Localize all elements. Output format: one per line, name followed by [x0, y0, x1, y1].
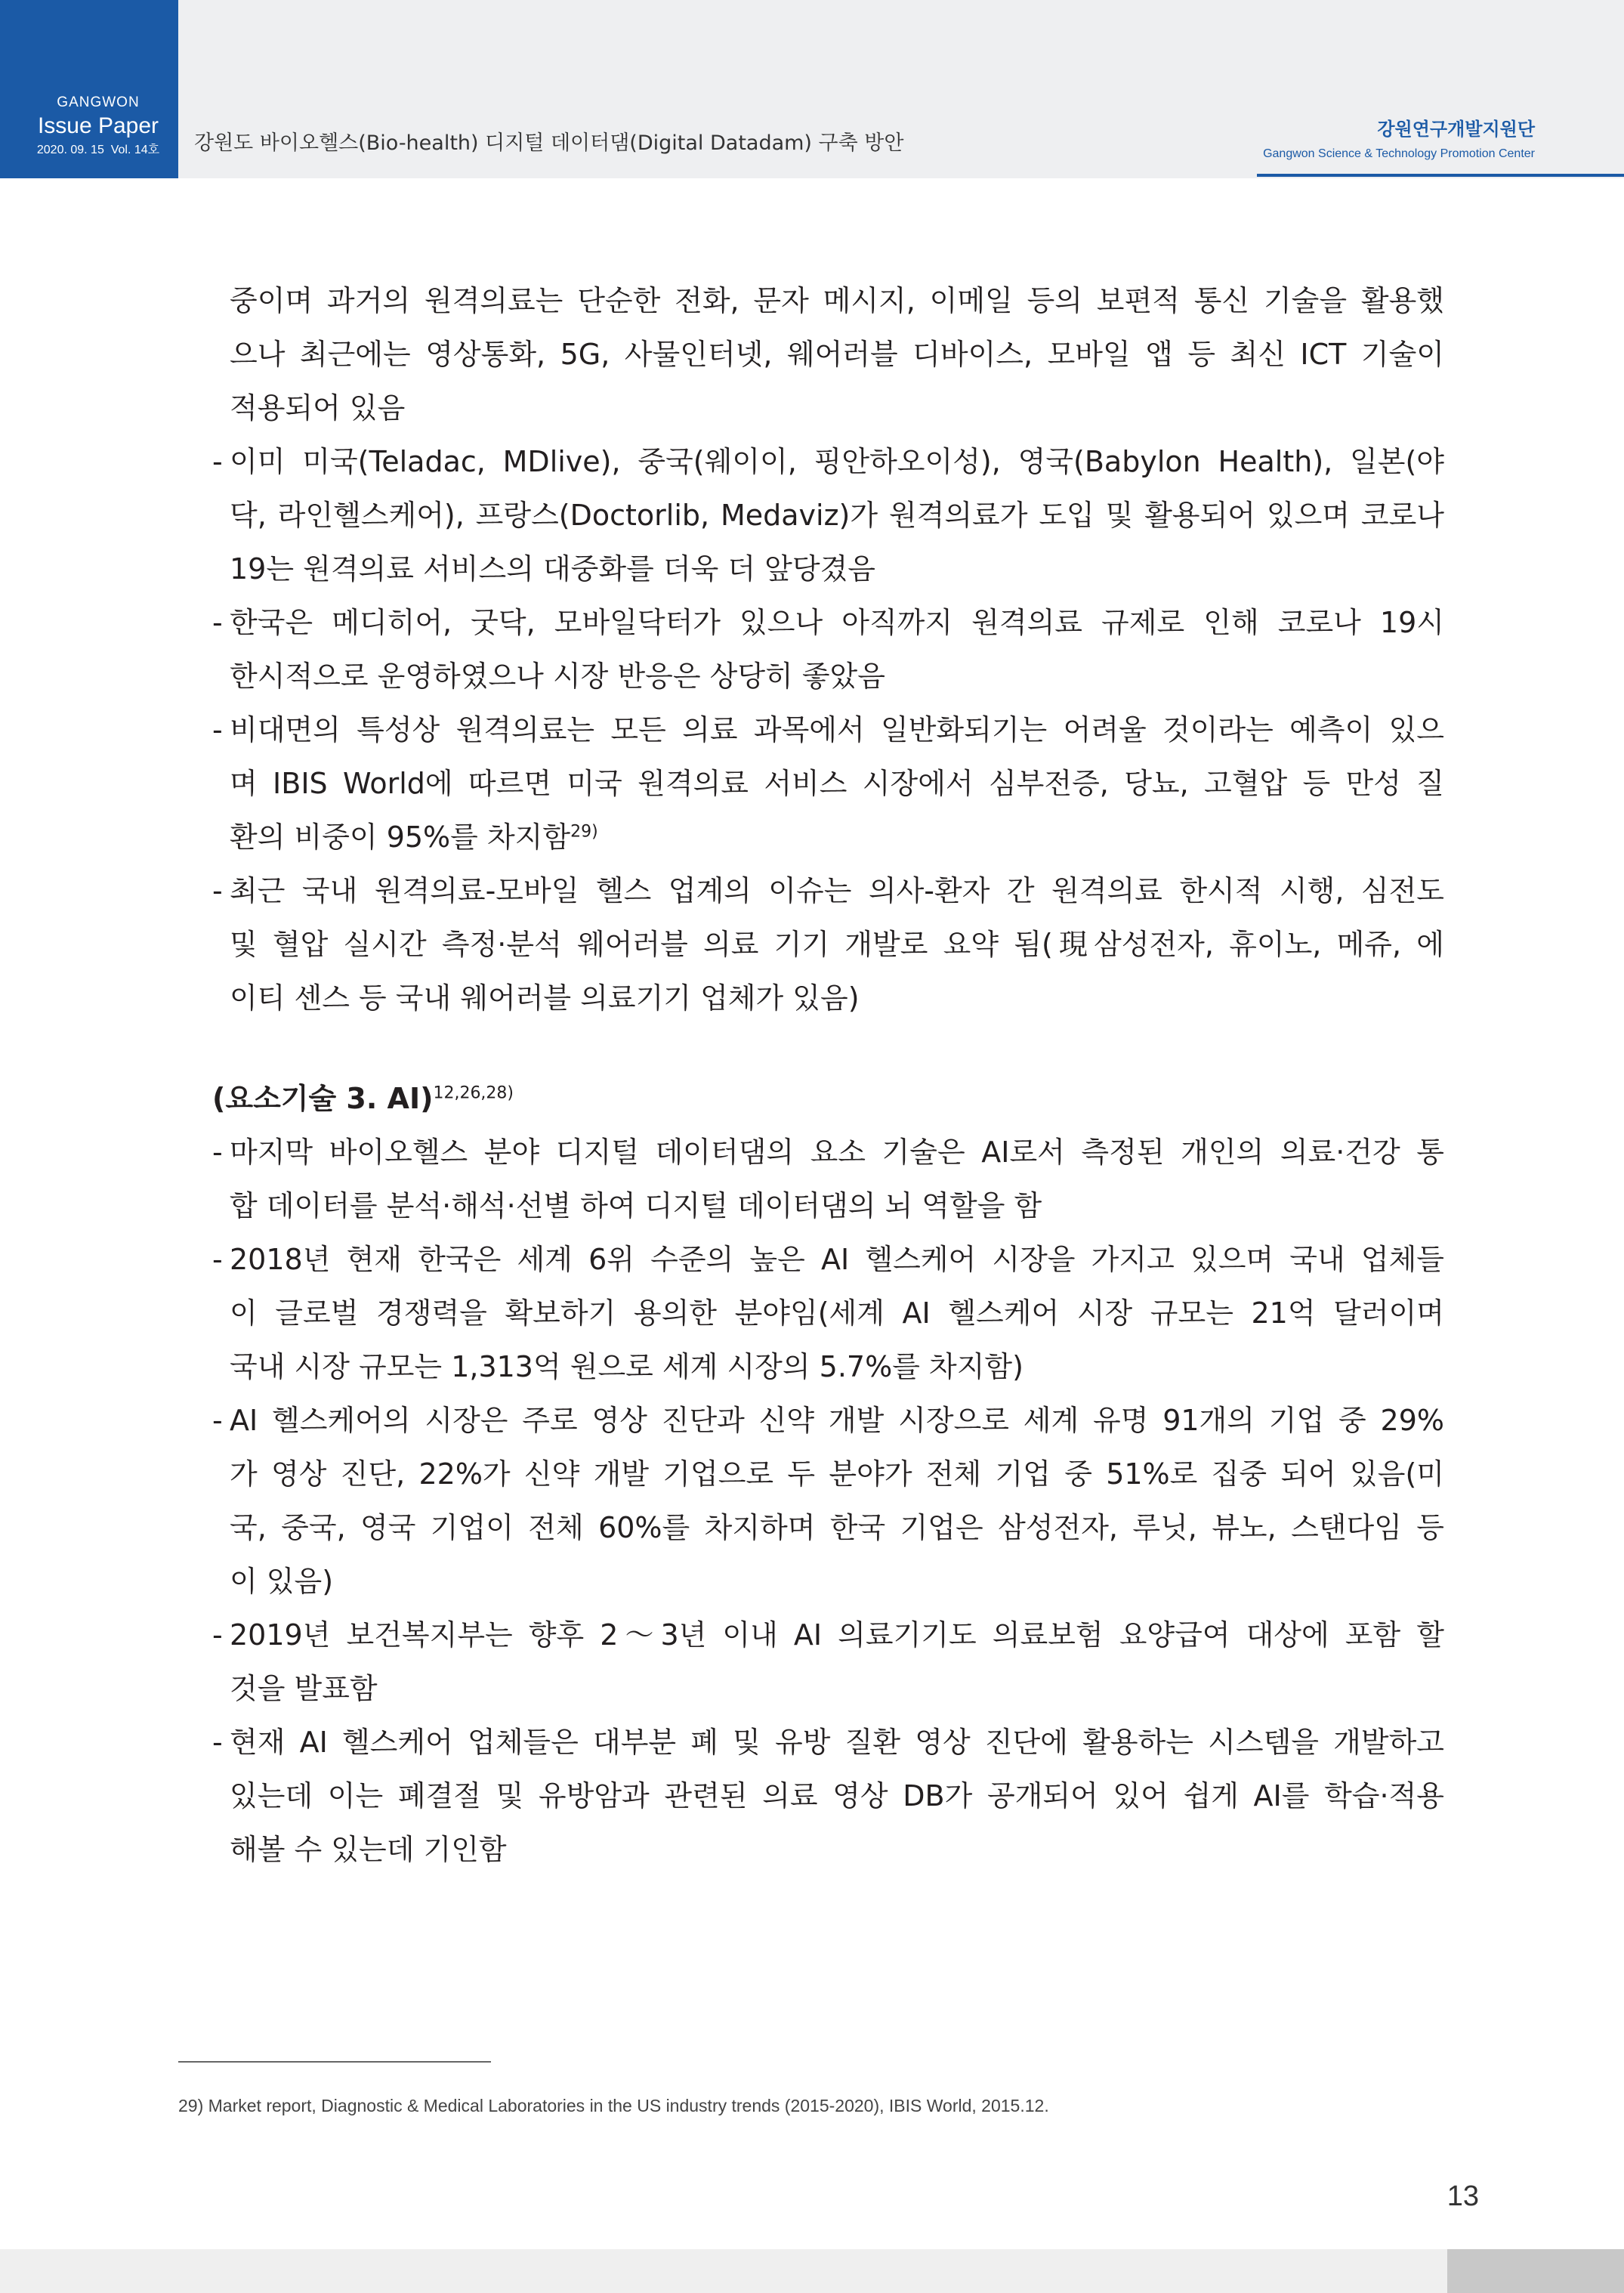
- text-line: 국, 중국, 영국 기업이 전체 60%를 차지하며 한국 기업은 삼성전자, 루닛, 뷰노, 스탠다임 등: [230, 1511, 1444, 1544]
- organization-name-en: Gangwon Science & Technology Promotion Center: [1263, 147, 1535, 160]
- text-line: 및 혈압 실시간 측정·분석 웨어러블 의료 기기 개발로 요약 됨(現삼성전자, 휴이노, 메쥬, 에: [230, 928, 1444, 961]
- body-content: [212, 274, 1444, 1877]
- section-heading-reference: 12,26,28): [433, 1083, 514, 1103]
- text-line: 한국은 메디히어, 굿닥, 모바일닥터가 있으나 아직까지 원격의료 규제로 인해 코로나 19시: [230, 606, 1444, 639]
- brand-date-volume: 2020. 09. 15 Vol. 14호: [36, 144, 160, 156]
- intro-paragraph: [212, 274, 1444, 435]
- text-line: 으나 최근에는 영상통화, 5G, 사물인터넷, 웨어러블 디바이스, 모바일 앱 등 최신 ICT 기술이: [230, 338, 1444, 371]
- text-line: 이미 미국(Teladac, MDlive), 중국(웨이이, 핑안하오이성), 영국(Babylon Health), 일본(야: [230, 445, 1444, 478]
- text-line: 2018년 현재 한국은 세계 6위 수준의 높은 AI 헬스케어 시장을 가지고 있으며 국내 업체들: [230, 1243, 1444, 1276]
- bullet-first-line: [212, 1394, 1444, 1448]
- text-line: 이 있음): [230, 1565, 334, 1598]
- text-line: 있는데 이는 폐결절 및 유방암과 관련된 의료 영상 DB가 공개되어 있어 쉽게 AI를 학습·적용: [230, 1779, 1444, 1812]
- section-heading: [212, 1072, 1444, 1126]
- bullet-item: [212, 703, 1444, 864]
- bullet-first-line: [212, 596, 1444, 650]
- bullet-marker: -: [212, 1726, 223, 1759]
- bullet-marker: -: [212, 606, 223, 639]
- text-line: 닥, 라인헬스케어), 프랑스(Doctorlib, Medaviz)가 원격의료가 도입 및 활용되어 있으며 코로나: [230, 499, 1444, 532]
- bullet-marker: -: [212, 1243, 223, 1276]
- document-title: 강원도 바이오헬스(Bio-health) 디지털 데이터댐(Digital Datadam) 구축 방안: [194, 131, 904, 155]
- text-line: 비대면의 특성상 원격의료는 모든 의료 과목에서 일반화되기는 어려울 것이라는 예측이 있으: [230, 713, 1444, 746]
- bullet-marker: -: [212, 1136, 223, 1169]
- text-line: 해볼 수 있는데 기인함: [230, 1833, 507, 1866]
- bullet-item: [212, 1608, 1444, 1716]
- text-line: 19는 원격의료 서비스의 대중화를 더욱 더 앞당겼음: [230, 552, 875, 586]
- brand-top-label: GANGWON: [57, 94, 140, 110]
- text-line: 최근 국내 원격의료-모바일 헬스 업계의 이슈는 의사-환자 간 원격의료 한시적 시행, 심전도: [230, 874, 1444, 907]
- footer-band: [0, 2249, 1624, 2293]
- bullet-first-line: [212, 1716, 1444, 1769]
- bullet-item: [212, 1394, 1444, 1608]
- brand-logo-box: [0, 0, 178, 178]
- text-line: 2019년 보건복지부는 향후 2～3년 이내 AI 의료기기도 의료보험 요양급여 대상에 포함 할: [230, 1618, 1444, 1652]
- bullet-first-line: [212, 864, 1444, 918]
- text-line: 현재 AI 헬스케어 업체들은 대부분 폐 및 유방 질환 영상 진단에 활용하는 시스템을 개발하고: [230, 1726, 1444, 1759]
- brand-title: Issue Paper: [37, 113, 159, 138]
- bullet-first-line: [212, 1233, 1444, 1287]
- bullet-first-line: [212, 435, 1444, 489]
- bullet-marker: -: [212, 445, 223, 478]
- text-line: 이티 센스 등 국내 웨어러블 의료기기 업체가 있음): [230, 981, 860, 1015]
- text-line: 이 글로벌 경쟁력을 확보하기 용의한 분야임(세계 AI 헬스케어 시장 규모는 21억 달러이며: [230, 1296, 1444, 1330]
- text-line: 가 영상 진단, 22%가 신약 개발 기업으로 두 분야가 전체 기업 중 51%로 집중 되어 있음(미: [230, 1457, 1444, 1491]
- bullet-marker: -: [212, 1404, 223, 1437]
- footnote-reference: 29): [570, 822, 598, 842]
- footer-accent-block: [1447, 2249, 1624, 2293]
- bullet-item: [212, 1233, 1444, 1394]
- text-line: 적용되어 있음: [230, 391, 406, 425]
- bullet-item: [212, 864, 1444, 1025]
- text-line: 마지막 바이오헬스 분야 디지털 데이터댐의 요소 기술은 AI로서 측정된 개인의 의료·건강 통: [230, 1136, 1444, 1169]
- bullet-item: [212, 1126, 1444, 1233]
- page-number: 13: [1446, 2180, 1479, 2212]
- text-line: 며 IBIS World에 따르면 미국 원격의료 서비스 시장에서 심부전증, 당뇨, 고혈압 등 만성 질: [230, 767, 1444, 800]
- footnote-divider: [178, 2061, 491, 2063]
- bullet-item: [212, 596, 1444, 703]
- text-line: 것을 발표함: [230, 1672, 378, 1705]
- organization-name-ko: 강원연구개발지원단: [1377, 119, 1535, 140]
- bullet-item: [212, 1716, 1444, 1877]
- text-line: 중이며 과거의 원격의료는 단순한 전화, 문자 메시지, 이메일 등의 보편적 통신 기술을 활용했: [230, 284, 1444, 317]
- text-line: 합 데이터를 분석·해석·선별 하여 디지털 데이터댐의 뇌 역할을 함: [230, 1189, 1042, 1222]
- section-heading-text: (요소기술 3. AI): [212, 1082, 434, 1115]
- text-line: 한시적으로 운영하였으나 시장 반응은 상당히 좋았음: [230, 660, 885, 693]
- text-line: AI 헬스케어의 시장은 주로 영상 진단과 신약 개발 시장으로 세계 유명 91개의 기업 중 29%: [230, 1404, 1444, 1437]
- bullet-marker: -: [212, 713, 223, 746]
- text-line: 환의 비중이 95%를 차지함: [230, 820, 571, 854]
- bullet-item: [212, 435, 1444, 596]
- header-rule: [1257, 174, 1624, 177]
- bullet-first-line: [212, 1126, 1444, 1179]
- text-line-with-footnote-ref: [212, 811, 1444, 864]
- footnote-text: 29) Market report, Diagnostic & Medical Laboratories in the US industry trends (2015-2020), IBIS World, 2015.12.: [178, 2096, 1049, 2115]
- text-line: 국내 시장 규모는 1,313억 원으로 세계 시장의 5.7%를 차지함): [230, 1350, 1023, 1383]
- bullet-first-line: [212, 1608, 1444, 1662]
- bullet-marker: -: [212, 874, 223, 907]
- bullet-first-line: [212, 703, 1444, 757]
- bullet-marker: -: [212, 1618, 223, 1652]
